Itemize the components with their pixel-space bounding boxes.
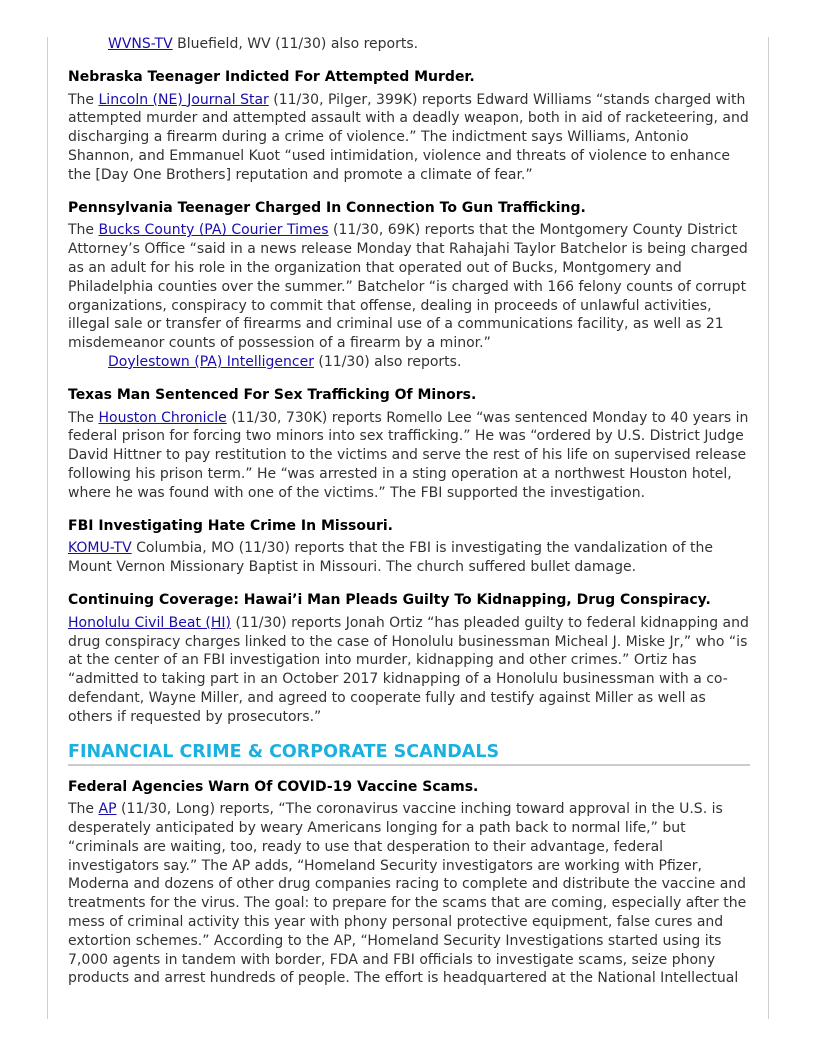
- story-text: (11/30) reports Jonah Ortiz “has pleaded guilty to federal kidnapping and drug conspiracy charges linked to the case of Honolulu businessman Micheal J. Miske Jr,” who “is at the center of an FBI investigation into murder, kidnapping and other crimes.” Ortiz has “admitted to taking part in an October 2017 kidnapping of a Honolulu businessman with a co-defendant, Wayne Miller, and agreed to cooperate fully and testify against Miller as well as others if requested by prosecutors.”: [68, 614, 749, 725]
- section-heading: FINANCIAL CRIME & CORPORATE SCANDALS: [68, 741, 750, 766]
- also-reports-line: [68, 35, 750, 54]
- right-margin-rule: [768, 37, 769, 1019]
- also-reports-text: (11/30) also reports.: [313, 353, 462, 370]
- story-body: [68, 221, 750, 353]
- story-text-lead: The: [68, 91, 99, 108]
- source-link[interactable]: Lincoln (NE) Journal Star: [98, 91, 269, 108]
- also-reports-line: [68, 353, 750, 372]
- story-headline: Nebraska Teenager Indicted For Attempted Murder.: [68, 68, 475, 85]
- news-story: [68, 68, 750, 185]
- news-story: [68, 778, 750, 989]
- story-body: [68, 409, 750, 503]
- news-story: [68, 517, 750, 577]
- source-link[interactable]: WVNS-TV: [108, 36, 173, 52]
- story-headline: FBI Investigating Hate Crime In Missouri.: [68, 517, 393, 534]
- news-story: [68, 199, 750, 372]
- story-body: [68, 800, 750, 988]
- left-margin-rule: [47, 37, 48, 1019]
- also-reports-text: Bluefield, WV (11/30) also reports.: [172, 36, 419, 52]
- story-text: (11/30, 69K) reports that the Montgomery County District Attorney’s Office “said in a news release Monday that Rahajahi Taylor Batchelor is being charged as an adult for his role in the organization that operated out of Bucks, Montgomery and Philadelphia counties over the summer.” Batchelor “is charged with 166 felony counts of corrupt organizations, conspiracy to commit that offense, dealing in proceeds of unlawful activities, illegal sale or transfer of firearms and criminal use of a communications facility, as well as 21 misdemeanor counts of possession of a firearm by a minor.”: [68, 222, 748, 352]
- newsletter-content: [68, 35, 750, 1002]
- source-link[interactable]: Doylestown (PA) Intelligencer: [108, 353, 314, 370]
- source-link[interactable]: Bucks County (PA) Courier Times: [98, 222, 329, 239]
- story-text: (11/30, 730K) reports Romello Lee “was sentenced Monday to 40 years in federal prison for forcing two minors into sex trafficking.” He was “ordered by U.S. District Judge David Hittner to pay restitution to the victims and serve the rest of his life on supervised release following his prison term.” He “was arrested in a sting operation at a northwest Houston hotel, where he was found with one of the victims.” The FBI supported the investigation.: [68, 409, 749, 501]
- story-text: (11/30, Long) reports, “The coronavirus vaccine inching toward approval in the U.S. is desperately anticipated by weary Americans longing for a path back to normal life,” but “criminals are waiting, too, ready to use that desperation to their advantage, federal investigators say.” The AP adds, “Homeland Security investigators are working with Pfizer, Moderna and dozens of other drug companies racing to complete and distribute the vaccine and treatments for the virus. The goal: to prepare for the scams that are coming, especially after the mess of criminal activity this year with phony personal protective equipment, false cures and extortion schemes.” According to the AP, “Homeland Security Investigations started using its 7,000 agents in tandem with border, FDA and FBI officials to investigate scams, seize phony products and arrest hundreds of people. The effort is headquartered at the National Intellectual: [68, 801, 747, 987]
- news-story: [68, 591, 750, 727]
- story-text-lead: The: [68, 801, 99, 818]
- story-text-lead: The: [68, 222, 99, 239]
- source-link[interactable]: Houston Chronicle: [98, 409, 227, 426]
- story-body: [68, 614, 750, 727]
- story-headline: Pennsylvania Teenager Charged In Connection To Gun Trafficking.: [68, 199, 586, 216]
- story-headline: Federal Agencies Warn Of COVID-19 Vaccine Scams.: [68, 778, 479, 795]
- story-headline: Continuing Coverage: Hawai’i Man Pleads Guilty To Kidnapping, Drug Conspiracy.: [68, 591, 711, 608]
- story-text-lead: The: [68, 409, 99, 426]
- source-link[interactable]: KOMU-TV: [68, 540, 132, 557]
- news-story: [68, 386, 750, 503]
- source-link[interactable]: Honolulu Civil Beat (HI): [68, 614, 232, 631]
- story-body: [68, 539, 750, 577]
- story-body: [68, 91, 750, 185]
- source-link[interactable]: AP: [98, 801, 117, 818]
- story-text: (11/30, Pilger, 399K) reports Edward Williams “stands charged with attempted murder and attempted assault with a deadly weapon, both in aid of racketeering, and discharging a firearm during a crime of violence.” The indictment says Williams, Antonio Shannon, and Emmanuel Kuot “used intimidation, violence and threats of violence to enhance the [Day One Brothers] reputation and promote a climate of fear.”: [68, 91, 749, 183]
- story-text: Columbia, MO (11/30) reports that the FBI is investigating the vandalization of the Mount Vernon Missionary Baptist in Missouri. The church suffered bullet damage.: [68, 540, 713, 576]
- story-headline: Texas Man Sentenced For Sex Trafficking Of Minors.: [68, 386, 477, 403]
